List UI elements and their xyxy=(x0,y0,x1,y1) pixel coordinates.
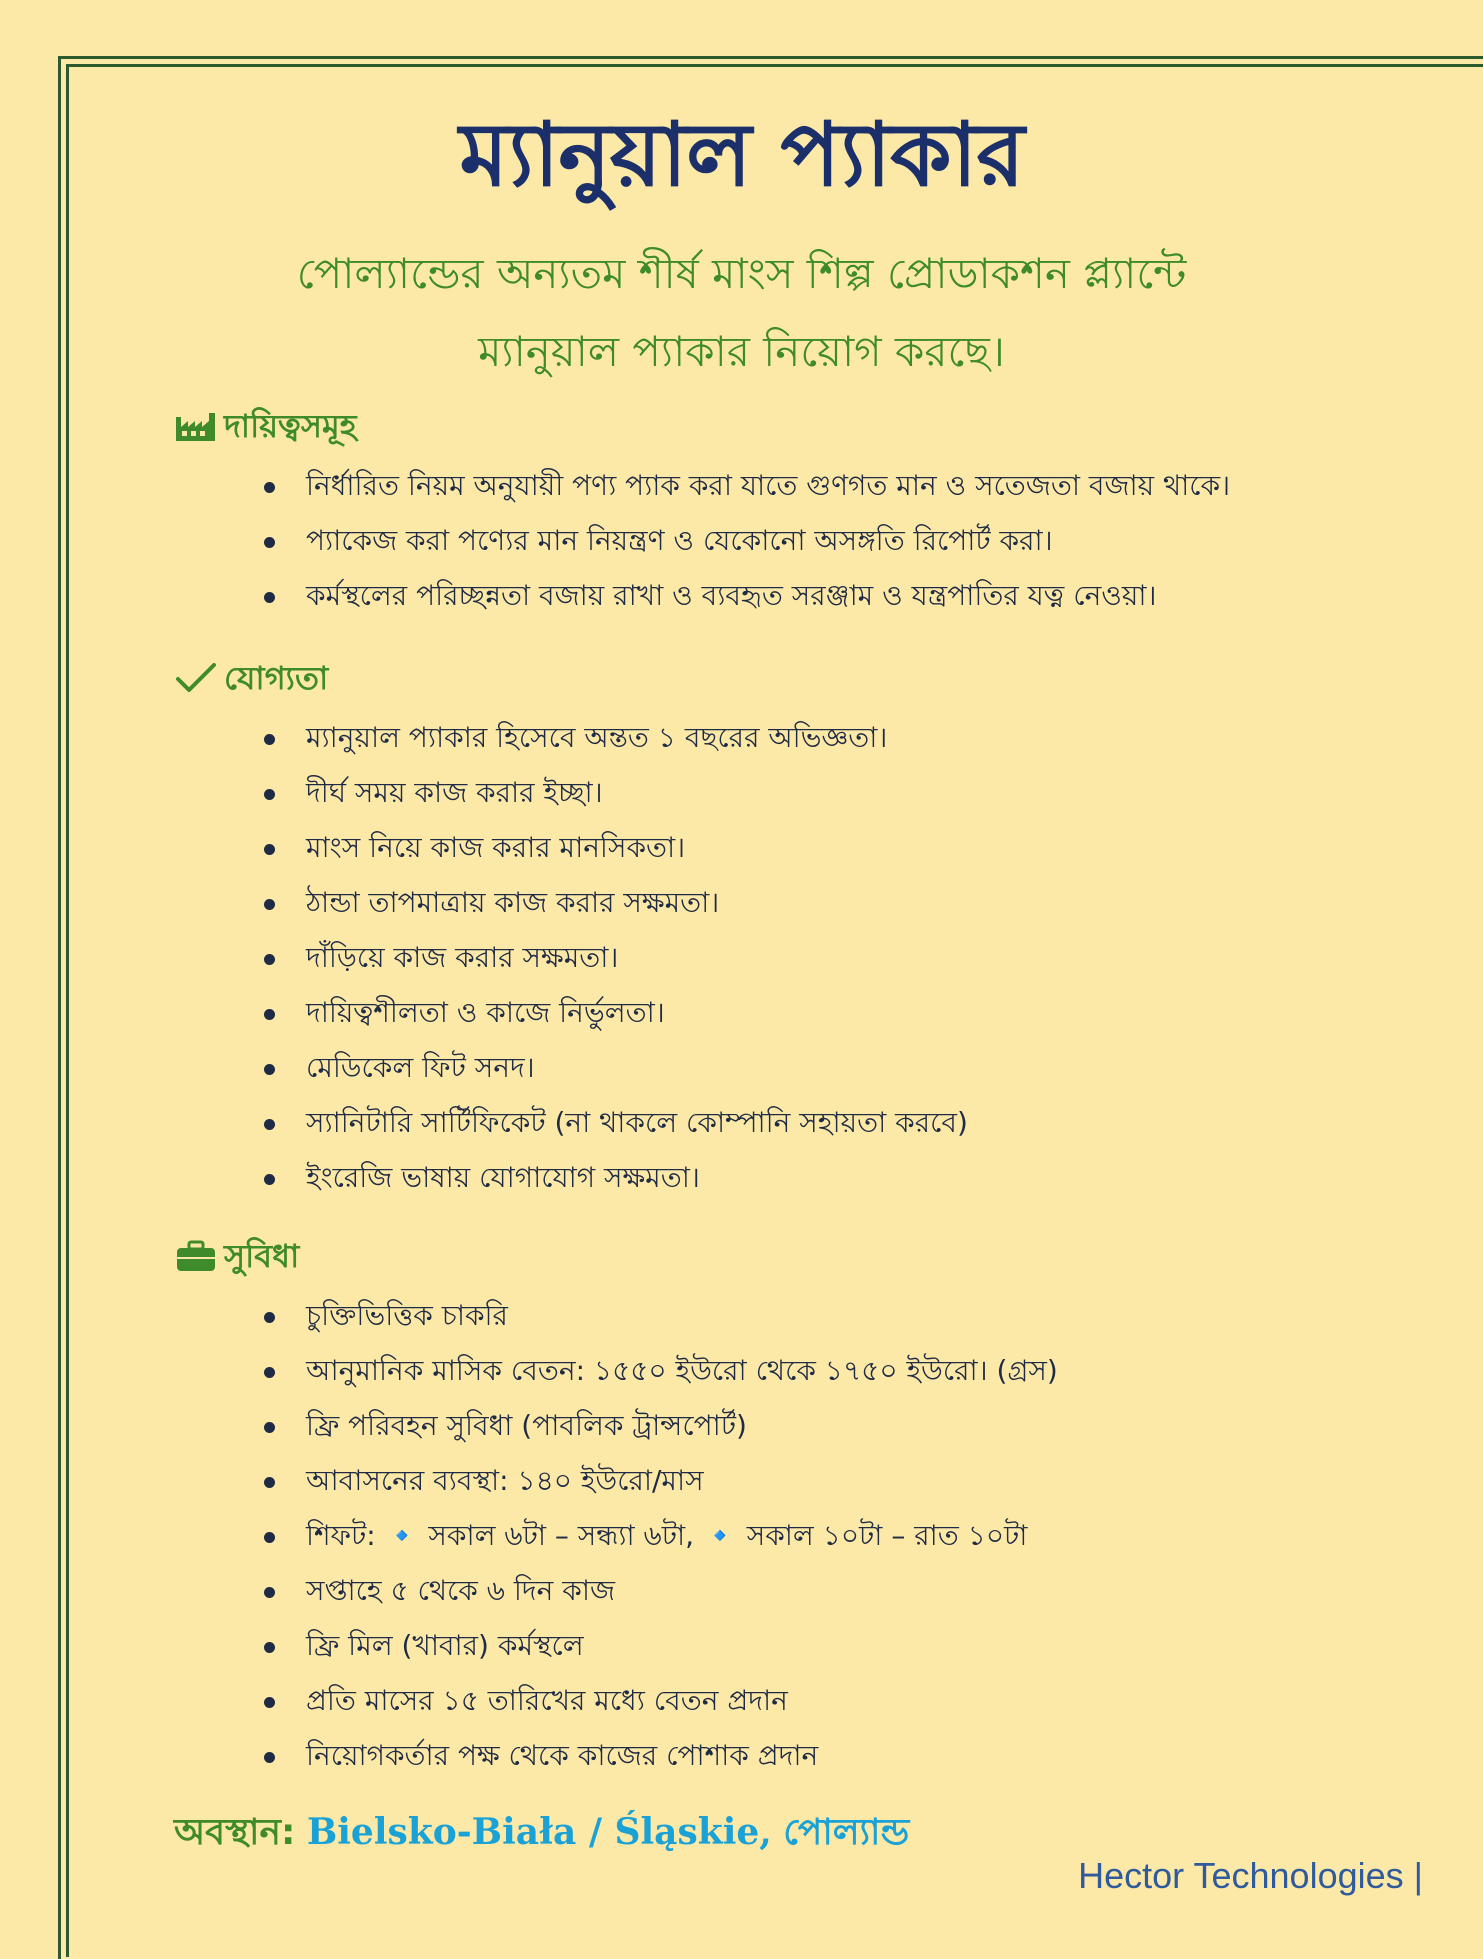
page-title: ম্যানুয়াল প্যাকার xyxy=(459,103,1024,206)
benefits-list xyxy=(0,1288,1058,1783)
list-item: ইংরেজি ভাষায় যোগাযোগ সক্ষমতা। xyxy=(0,1150,968,1205)
location-line xyxy=(174,1808,909,1857)
list-item: শিফট: 🔹 সকাল ৬টা – সন্ধ্যা ৬টা, 🔹 সকাল ১০টা – রাত ১০টা xyxy=(0,1508,1058,1563)
list-item: ফ্রি পরিবহন সুবিধা (পাবলিক ট্রান্সপোর্ট) xyxy=(0,1398,1058,1453)
briefcase-icon xyxy=(174,1239,218,1273)
checkmark-icon xyxy=(174,661,218,695)
qualifications-list xyxy=(0,710,968,1205)
list-item: নির্ধারিত নিয়ম অনুযায়ী পণ্য প্যাক করা যাতে গুণগত মান ও সতেজতা বজায় থাকে। xyxy=(0,458,1230,513)
watermark-text: Hector Technologies | xyxy=(1078,1855,1423,1896)
list-item: ম্যানুয়াল প্যাকার হিসেবে অন্তত ১ বছরের অভিজ্ঞতা। xyxy=(0,710,968,765)
list-item: ফ্রি মিল (খাবার) কর্মস্থলে xyxy=(0,1618,1058,1673)
responsibilities-heading-label: দায়িত্বসমূহ xyxy=(224,407,357,445)
benefits-heading xyxy=(174,1236,299,1276)
list-item: ঠান্ডা তাপমাত্রায় কাজ করার সক্ষমতা। xyxy=(0,875,968,930)
list-item: চুক্তিভিত্তিক চাকরি xyxy=(0,1288,1058,1343)
qualifications-heading-label: যোগ্যতা xyxy=(224,659,329,697)
benefits-heading-label: সুবিধা xyxy=(224,1237,300,1275)
location-country: পোল্যান্ড xyxy=(783,1812,910,1853)
subtitle-line-2: ম্যানুয়াল প্যাকার নিয়োগ করছে। xyxy=(478,327,1005,376)
list-item: দাঁড়িয়ে কাজ করার সক্ষমতা। xyxy=(0,930,968,985)
location-label: অবস্থান: xyxy=(174,1812,296,1853)
list-item: কর্মস্থলের পরিচ্ছন্নতা বজায় রাখা ও ব্যবহৃত সরঞ্জাম ও যন্ত্রপাতির যত্ন নেওয়া। xyxy=(0,568,1230,623)
list-item: মেডিকেল ফিট সনদ। xyxy=(0,1040,968,1095)
list-item: মাংস নিয়ে কাজ করার মানসিকতা। xyxy=(0,820,968,875)
list-item: দায়িত্বশীলতা ও কাজে নির্ভুলতা। xyxy=(0,985,968,1040)
list-item: স্যানিটারি সার্টিফিকেট (না থাকলে কোম্পানি সহায়তা করবে) xyxy=(0,1095,968,1150)
list-item: প্রতি মাসের ১৫ তারিখের মধ্যে বেতন প্রদান xyxy=(0,1673,1058,1728)
location-city: Bielsko-Biała / Śląskie, xyxy=(306,1811,772,1853)
responsibilities-list xyxy=(0,458,1230,623)
responsibilities-heading xyxy=(174,406,357,446)
list-item: আবাসনের ব্যবস্থা: ১৪০ ইউরো/মাস xyxy=(0,1453,1058,1508)
qualifications-heading xyxy=(174,658,328,698)
factory-icon xyxy=(174,409,218,443)
list-item: আনুমানিক মাসিক বেতন: ১৫৫০ ইউরো থেকে ১৭৫০ ইউরো। (গ্রস) xyxy=(0,1343,1058,1398)
list-item: নিয়োগকর্তার পক্ষ থেকে কাজের পোশাক প্রদান xyxy=(0,1728,1058,1783)
list-item: দীর্ঘ সময় কাজ করার ইচ্ছা। xyxy=(0,765,968,820)
list-item: প্যাকেজ করা পণ্যের মান নিয়ন্ত্রণ ও যেকোনো অসঙ্গতি রিপোর্ট করা। xyxy=(0,513,1230,568)
list-item: সপ্তাহে ৫ থেকে ৬ দিন কাজ xyxy=(0,1563,1058,1618)
subtitle-line-1: পোল্যান্ডের অন্যতম শীর্ষ মাংস শিল্প প্রোডাকশন প্ল্যান্টে xyxy=(296,249,1187,298)
